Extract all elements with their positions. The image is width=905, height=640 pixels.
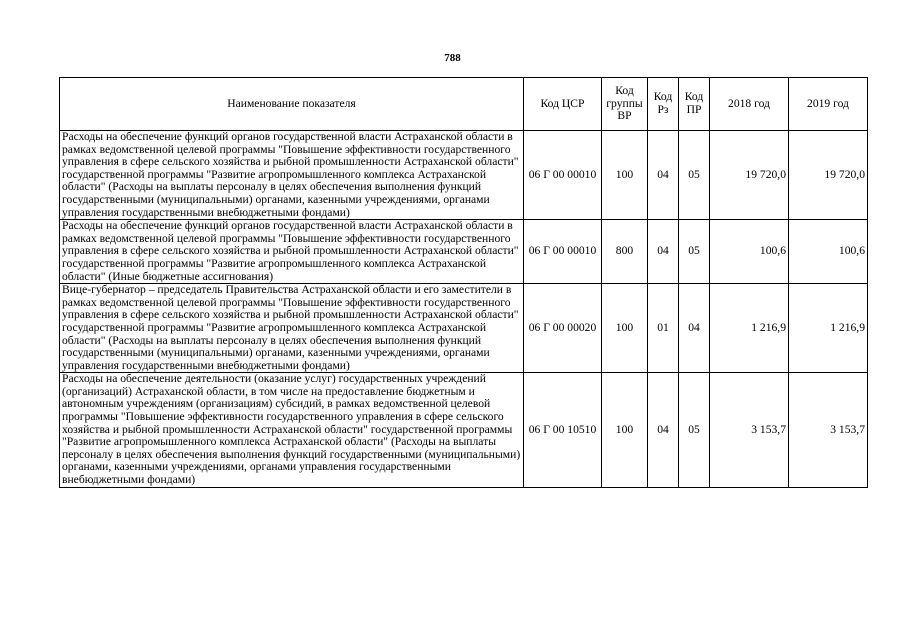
header-rz: Код Рз [648, 78, 679, 131]
page-number: 788 [444, 52, 461, 64]
row-rz: 04 [648, 373, 679, 487]
row-csr: 06 Г 00 10510 [524, 373, 602, 487]
table-row [60, 373, 868, 487]
row-2019: 3 153,7 [789, 373, 868, 487]
row-rz: 01 [648, 284, 679, 373]
header-2019: 2019 год [789, 78, 868, 131]
row-rz: 04 [648, 220, 679, 284]
row-2018: 1 216,9 [710, 284, 789, 373]
row-pr: 05 [679, 373, 710, 487]
row-2019: 1 216,9 [789, 284, 868, 373]
row-2018: 3 153,7 [710, 373, 789, 487]
row-pr: 04 [679, 284, 710, 373]
row-2019: 19 720,0 [789, 131, 868, 220]
table-row [60, 131, 868, 220]
row-csr: 06 Г 00 00010 [524, 220, 602, 284]
row-name: Расходы на обеспечение деятельности (оказание услуг) государственных учреждений (организаций) Астраханской области, в том числе на предоставление бюджетным и автономным учреждениям (организациям) субсидий, в рамках ведомственной целевой программы "Повышение эффективности государственного управления в сфере сельского хозяйства и рыбной промышленности Астраханской области" государственной программы "Развитие агропромышленного комплекса Астраханской области" (Расходы на выплаты персоналу в целях обеспечения выполнения функций государственными (муниципальными) органами, казенными учреждениями, органами управления государственными внебюджетными фондами) [60, 373, 524, 487]
row-vr: 100 [602, 131, 648, 220]
header-csr: Код ЦСР [524, 78, 602, 131]
row-vr: 100 [602, 284, 648, 373]
table-row [60, 284, 868, 373]
row-vr: 100 [602, 373, 648, 487]
header-pr: Код ПР [679, 78, 710, 131]
budget-table [59, 77, 868, 488]
row-name: Расходы на обеспечение функций органов государственной власти Астраханской области в рамках ведомственной целевой программы "Повышение эффективности государственного управления в сфере сельского хозяйства и рыбной промышленности Астраханской области" государственной программы "Развитие агропромышленного комплекса Астраханской области" (Иные бюджетные ассигнования) [60, 220, 524, 284]
header-name: Наименование показателя [60, 78, 524, 131]
header-vr: Код группы ВР [602, 78, 648, 131]
row-pr: 05 [679, 220, 710, 284]
table-row [60, 220, 868, 284]
row-vr: 800 [602, 220, 648, 284]
row-2018: 19 720,0 [710, 131, 789, 220]
row-rz: 04 [648, 131, 679, 220]
header-2018: 2018 год [710, 78, 789, 131]
row-name: Расходы на обеспечение функций органов государственной власти Астраханской области в рамках ведомственной целевой программы "Повышение эффективности государственного управления в сфере сельского хозяйства и рыбной промышленности Астраханской области" государственной программы "Развитие агропромышленного комплекса Астраханской области" (Расходы на выплаты персоналу в целях обеспечения выполнения функций государственными (муниципальными) органами, казенными учреждениями, органами управления государственными внебюджетными фондами) [60, 131, 524, 220]
row-csr: 06 Г 00 00010 [524, 131, 602, 220]
row-csr: 06 Г 00 00020 [524, 284, 602, 373]
row-pr: 05 [679, 131, 710, 220]
row-name: Вице-губернатор – председатель Правительства Астраханской области и его заместители в рамках ведомственной целевой программы "Повышение эффективности государственного управления в сфере сельского хозяйства и рыбной промышленности Астраханской области" государственной программы "Развитие агропромышленного комплекса Астраханской области" (Расходы на выплаты персоналу в целях обеспечения выполнения функций государственными (муниципальными) органами, казенными учреждениями, органами управления государственными внебюджетными фондами) [60, 284, 524, 373]
row-2019: 100,6 [789, 220, 868, 284]
row-2018: 100,6 [710, 220, 789, 284]
header-row [60, 78, 868, 131]
